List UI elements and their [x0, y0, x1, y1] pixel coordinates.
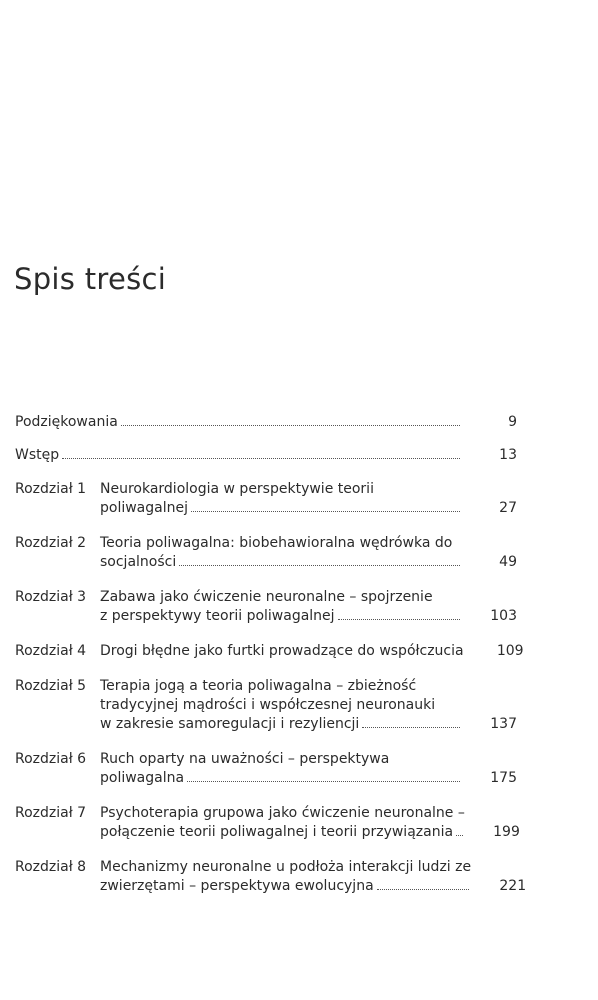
dot-leader: [362, 726, 460, 728]
toc-entry-title: w zakresie samoregulacji i rezyliencji: [100, 716, 360, 732]
dot-leader: [191, 510, 460, 512]
chapter-number: Rozdział 6: [15, 751, 87, 767]
chapter-number: Rozdział 5: [15, 678, 87, 694]
toc-entry-title: Zabawa jako ćwiczenie neuronalne – spojrzenie: [100, 589, 433, 605]
toc-entry[interactable]: [15, 534, 517, 572]
chapter-number: Rozdział 1: [15, 481, 87, 497]
toc-entry-title: Psychoterapia grupowa jako ćwiczenie neuronalne –: [100, 805, 465, 821]
toc-entry-title: z perspektywy teorii poliwagalnej: [100, 608, 335, 624]
chapter-number: Rozdział 4: [15, 643, 87, 659]
toc-page-number: 49: [499, 554, 517, 570]
dot-leader: [62, 457, 460, 459]
toc-page-number: 27: [499, 500, 517, 516]
table-of-contents: [15, 413, 527, 912]
toc-page-number: 9: [508, 414, 517, 430]
toc-entry[interactable]: [15, 804, 520, 842]
toc-page-number: 221: [499, 878, 527, 894]
dot-leader: [338, 618, 460, 620]
toc-entry[interactable]: [15, 642, 524, 661]
toc-entry-title: zwierzętami – perspektywa ewolucyjna: [100, 878, 374, 894]
toc-entry-title: Podziękowania: [15, 414, 118, 430]
toc-page-number: 103: [490, 608, 517, 624]
toc-entry[interactable]: [15, 588, 517, 626]
dot-leader: [377, 888, 469, 890]
toc-entry-title: poliwagalnej: [100, 500, 188, 516]
page-title: Spis treści: [14, 262, 167, 296]
toc-page-number: 109: [496, 643, 524, 659]
toc-entry-title: Neurokardiologia w perspektywie teorii: [100, 481, 374, 497]
toc-page-number: 137: [490, 716, 517, 732]
toc-entry-title: Wstęp: [15, 447, 60, 463]
dot-leader: [179, 564, 460, 566]
chapter-number: Rozdział 7: [15, 805, 87, 821]
dot-leader: [121, 424, 460, 426]
toc-entry[interactable]: [15, 480, 517, 518]
chapter-number: Rozdział 3: [15, 589, 87, 605]
toc-entry-title: Drogi błędne jako furtki prowadzące do współczucia: [100, 643, 464, 659]
toc-page-number: 175: [490, 770, 517, 786]
toc-page-number: 199: [493, 824, 520, 840]
chapter-number: Rozdział 2: [15, 535, 87, 551]
toc-entry-title: poliwagalna: [100, 770, 185, 786]
toc-entry[interactable]: [15, 750, 517, 788]
dot-leader: [187, 780, 460, 782]
toc-page-number: 13: [499, 447, 517, 463]
toc-entry-title: Ruch oparty na uważności – perspektywa: [100, 751, 390, 767]
toc-entry[interactable]: [15, 446, 517, 465]
toc-entry[interactable]: [15, 413, 517, 432]
toc-entry[interactable]: [15, 858, 527, 896]
toc-entry-title: Mechanizmy neuronalne u podłoża interakcji ludzi ze: [100, 859, 472, 875]
toc-entry-title: połączenie teorii poliwagalnej i teorii przywiązania: [100, 824, 454, 840]
toc-entry-title: tradycyjnej mądrości i współczesnej neuronauki: [100, 697, 436, 713]
chapter-number: Rozdział 8: [15, 859, 87, 875]
toc-entry[interactable]: [15, 677, 517, 734]
toc-entry-title: Terapia jogą a teoria poliwagalna – zbieżność: [100, 678, 417, 694]
dot-leader: [456, 834, 463, 836]
toc-entry-title: socjalności: [100, 554, 177, 570]
toc-entry-title: Teoria poliwagalna: biobehawioralna wędrówka do: [100, 535, 453, 551]
